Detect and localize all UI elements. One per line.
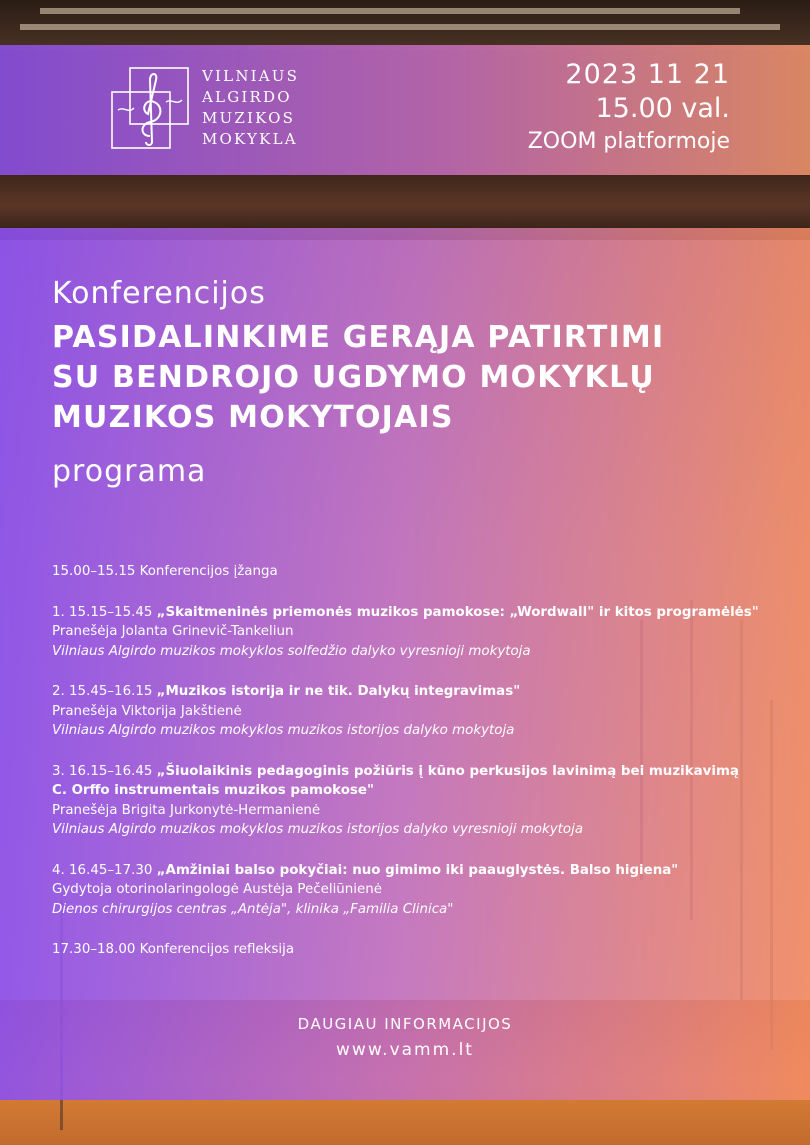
conference-title: [52, 318, 664, 438]
school-name: [202, 66, 299, 150]
event-place: ZOOM platformoje: [527, 129, 730, 154]
treble-clef-icon: [110, 66, 190, 150]
item-title: „Amžiniai balso pokyčiai: nuo gimimo iki paauglystės. Balso higiena": [156, 862, 679, 878]
item-speaker: Pranešėja Viktorija Jakštienė: [52, 703, 242, 719]
item-lead: 2. 15.45–16.15: [52, 684, 153, 699]
item-lead: 1. 15.15–15.45: [52, 604, 153, 620]
program-outro: [52, 940, 772, 960]
school-name-line: MOKYKLA: [202, 130, 298, 148]
item-speaker: Gydytoja otorinolaringologė Austėja Pečeliūnienė: [52, 882, 382, 897]
title-line: SU BENDROJO UGDYMO MOKYKLŲ: [52, 360, 655, 395]
program-item: [52, 603, 772, 662]
program-item: [52, 762, 772, 840]
heading-kicker: Konferencijos: [52, 276, 266, 311]
info-label: DAUGIAU INFORMACIJOS: [297, 1015, 513, 1033]
item-title: „Skaitmeninės priemonės muzikos pamokose: „Wordwall" ir kitos programėlės": [156, 604, 759, 620]
item-role: Vilniaus Algirdo muzikos mokyklos muzikos istorijos dalyko mokytoja: [52, 723, 515, 738]
program-list: [52, 562, 772, 981]
more-info: [0, 1015, 810, 1060]
website-link[interactable]: www.vamm.lt: [336, 1040, 474, 1060]
event-date: 2023 11 21: [565, 59, 730, 90]
school-name-line: ALGIRDO: [202, 88, 292, 106]
item-speaker: Pranešėja Brigita Jurkonytė-Hermanienė: [52, 802, 321, 818]
item-role: Vilniaus Algirdo muzikos mokyklos solfedžio dalyko vyresnioji mokytoja: [52, 643, 531, 659]
intro-text: 15.00–15.15 Konferencijos įžanga: [52, 564, 278, 579]
item-title-cont: C. Orffo instrumentais muzikos pamokose": [52, 783, 374, 798]
item-role: Vilniaus Algirdo muzikos mokyklos muzikos istorijos dalyko vyresnioji mokytoja: [52, 822, 584, 837]
event-details: [528, 58, 730, 158]
school-name-line: VILNIAUS: [202, 67, 300, 85]
item-title: „Šiuolaikinis pedagoginis požiūris į kūno perkusijos lavinimą bei muzikavimą: [156, 763, 739, 779]
ceiling-beam: [20, 24, 780, 30]
item-role: Dienos chirurgijos centras „Antėja", klinika „Familia Clinica": [52, 901, 454, 917]
school-logo: [110, 66, 190, 150]
item-lead: 4. 16.45–17.30: [52, 862, 153, 878]
program-intro: [52, 562, 772, 582]
outro-text: 17.30–18.00 Konferencijos refleksija: [52, 942, 295, 957]
program-item: [52, 861, 772, 920]
heading-subtitle: programa: [52, 454, 207, 489]
school-name-line: MUZIKOS: [202, 109, 296, 127]
item-speaker: Pranešėja Jolanta Grinevič-Tankeliun: [52, 624, 294, 639]
item-title: „Muzikos istorija ir ne tik. Dalykų integravimas": [156, 684, 521, 699]
program-item: [52, 682, 772, 741]
title-line: PASIDALINKIME GERĄJA PATIRTIMI: [52, 320, 665, 355]
ceiling-beam: [40, 8, 740, 14]
item-lead: 3. 16.15–16.45: [52, 763, 153, 779]
event-time: 15.00 val.: [595, 93, 730, 124]
title-line: MUZIKOS MOKYTOJAIS: [52, 400, 454, 435]
